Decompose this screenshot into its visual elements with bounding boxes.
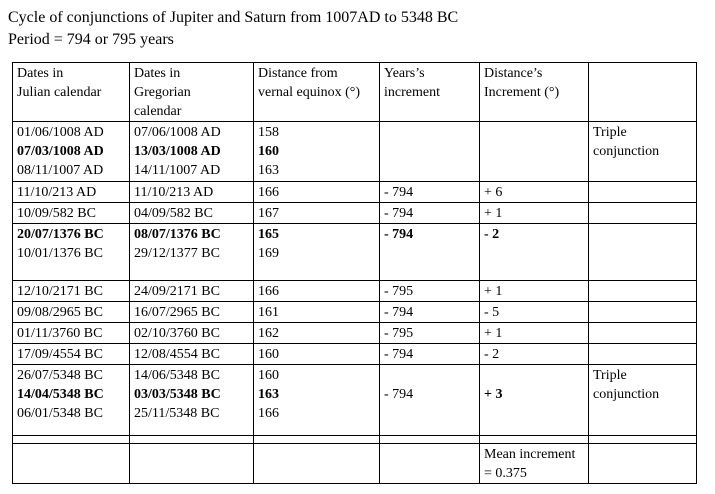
cell-line: Mean increment [484,447,576,462]
cell-distance-increment [480,182,589,203]
cell-julian [13,224,130,281]
cell-line: 11/10/213 AD [134,185,214,200]
cell-line: 160 [258,347,279,362]
cell-mean-increment [480,444,589,484]
cell-julian [13,203,130,224]
cell-years-increment [380,365,480,436]
cell-line: 160 [258,368,279,383]
cell-julian [13,344,130,365]
cell-line: 02/10/3760 BC [134,326,220,341]
cell-empty [589,436,697,444]
col-header-distance-vernal-equinox [254,63,380,122]
cell-line: 14/04/5348 BC [17,387,104,402]
row-empty-spacer [13,436,697,444]
cell-line: 26/07/5348 BC [17,368,103,383]
cell-line: 163 [258,163,279,178]
cell-distance [254,122,380,182]
cell-line: 12/10/2171 BC [17,284,103,299]
cell-line: 167 [258,206,279,221]
cell-note [589,224,697,281]
cell-distance [254,302,380,323]
header-line: Distance’s [484,66,543,81]
cell-empty [480,436,589,444]
header-line: Dates in [17,66,64,81]
cell-line: 06/01/5348 BC [17,406,103,421]
header-line: Increment (°) [484,85,560,100]
row-conjunction-2965bc [13,302,697,323]
cell-line: 03/03/5348 BC [134,387,221,402]
cell-line: - 794 [384,305,414,320]
cell-line: 166 [258,284,279,299]
row-conjunction-4554bc [13,344,697,365]
row-conjunction-1008ad [13,122,697,182]
cell-line: - 795 [384,284,414,299]
cell-line: - 2 [484,347,500,362]
cell-empty [130,444,254,484]
header-line: Dates in [134,66,181,81]
col-header-julian-calendar [13,63,130,122]
cell-distance [254,281,380,302]
cell-empty [589,444,697,484]
header-line: Gregorian [134,85,191,100]
cell-line: 13/03/1008 AD [134,144,221,159]
cell-distance [254,323,380,344]
cell-empty [13,444,130,484]
cell-distance [254,203,380,224]
cell-line: 12/08/4554 BC [134,347,220,362]
cell-note [589,365,697,436]
cell-line: 166 [258,406,279,421]
cell-line: 07/03/1008 AD [17,144,104,159]
cell-empty [380,436,480,444]
col-header-gregorian-calendar [130,63,254,122]
cell-note [589,302,697,323]
header-line: Years’s [384,66,425,81]
cell-line: 14/11/1007 AD [134,163,221,178]
cell-note [589,344,697,365]
cell-julian [13,281,130,302]
cell-line: - 794 [384,227,414,242]
cell-years-increment [380,281,480,302]
cell-note [589,281,697,302]
row-conjunction-2171bc [13,281,697,302]
cell-line: - 794 [384,387,414,402]
cell-gregorian [130,182,254,203]
cell-line: 10/01/1376 BC [17,246,103,261]
cell-line: conjunction [593,387,660,402]
cell-distance-increment [480,224,589,281]
header-line: increment [384,85,440,100]
cell-line: 08/11/1007 AD [17,163,104,178]
cell-distance [254,182,380,203]
cell-distance-increment [480,302,589,323]
cell-line: 10/09/582 BC [17,206,96,221]
cell-line: 166 [258,185,279,200]
cell-line: Triple [593,125,627,140]
document-title-block [0,0,715,51]
cell-line: - 795 [384,326,414,341]
cell-line: 158 [258,125,279,140]
cell-gregorian [130,365,254,436]
cell-gregorian [130,344,254,365]
cell-line: 25/11/5348 BC [134,406,220,421]
col-header-years-increment [380,63,480,122]
cell-distance [254,224,380,281]
cell-line: 16/07/2965 BC [134,305,220,320]
header-line: Julian calendar [17,85,102,100]
cell-line: 160 [258,144,279,159]
cell-line [484,366,586,385]
cell-line: 17/09/4554 BC [17,347,103,362]
cell-empty [254,444,380,484]
cell-julian [13,122,130,182]
doc-subtitle: Period = 794 or 795 years [8,31,174,48]
cell-line: + 6 [484,185,503,200]
cell-julian [13,323,130,344]
cell-distance-increment [480,281,589,302]
cell-line: 01/11/3760 BC [17,326,103,341]
cell-note [589,182,697,203]
row-conjunction-5348bc [13,365,697,436]
conjunction-cycle-table [12,62,697,484]
cell-line: 169 [258,246,279,261]
cell-julian [13,182,130,203]
cell-line: 163 [258,387,279,402]
row-conjunction-3760bc [13,323,697,344]
cell-gregorian [130,302,254,323]
cell-gregorian [130,203,254,224]
header-line: calendar [134,104,182,119]
cell-line: 29/12/1377 BC [134,246,220,261]
cell-empty [13,436,130,444]
header-line: Distance from [258,66,338,81]
cell-distance-increment [480,122,589,182]
cell-distance-increment [480,365,589,436]
cell-line: - 794 [384,206,414,221]
cell-line: + 1 [484,284,503,299]
cell-line: 20/07/1376 BC [17,227,104,242]
cell-empty [130,436,254,444]
cell-note [589,323,697,344]
cell-gregorian [130,224,254,281]
cell-line: 07/06/1008 AD [134,125,221,140]
cell-line: + 3 [484,387,503,402]
row-conjunction-213ad [13,182,697,203]
row-conjunction-1376bc [13,224,697,281]
cell-line [384,366,477,385]
row-mean-increment [13,444,697,484]
cell-years-increment [380,224,480,281]
cell-gregorian [130,323,254,344]
cell-line: = 0.375 [484,466,527,481]
cell-years-increment [380,302,480,323]
cell-distance-increment [480,203,589,224]
cell-gregorian [130,281,254,302]
cell-line: - 5 [484,305,500,320]
col-header-notes [589,63,697,122]
cell-note [589,122,697,182]
cell-line: + 1 [484,206,503,221]
cell-julian [13,302,130,323]
cell-empty [254,436,380,444]
cell-line: 04/09/582 BC [134,206,213,221]
doc-title: Cycle of conjunctions of Jupiter and Saturn from 1007AD to 5348 BC [8,9,459,26]
cell-years-increment [380,323,480,344]
cell-distance-increment [480,323,589,344]
cell-line: 14/06/5348 BC [134,368,220,383]
cell-line: 24/09/2171 BC [134,284,220,299]
cell-empty [380,444,480,484]
cell-line: - 794 [384,185,414,200]
cell-years-increment [380,182,480,203]
cell-line: 165 [258,227,279,242]
cell-distance-increment [480,344,589,365]
cell-years-increment [380,122,480,182]
cell-line: 01/06/1008 AD [17,125,104,140]
header-line: vernal equinox (°) [258,85,361,100]
cell-gregorian [130,122,254,182]
cell-line: 09/08/2965 BC [17,305,103,320]
cell-line: 08/07/1376 BC [134,227,221,242]
cell-julian [13,365,130,436]
cell-line: + 1 [484,326,503,341]
cell-line: - 2 [484,227,500,242]
cell-years-increment [380,203,480,224]
row-conjunction-582bc [13,203,697,224]
cell-distance [254,365,380,436]
table-header-row [13,63,697,122]
cell-line: Triple [593,368,627,383]
cell-line: 161 [258,305,279,320]
cell-note [589,203,697,224]
cell-line: 162 [258,326,279,341]
cell-years-increment [380,344,480,365]
cell-distance [254,344,380,365]
cell-line: conjunction [593,144,660,159]
cell-line: - 794 [384,347,414,362]
col-header-distance-increment [480,63,589,122]
cell-line: 11/10/213 AD [17,185,97,200]
